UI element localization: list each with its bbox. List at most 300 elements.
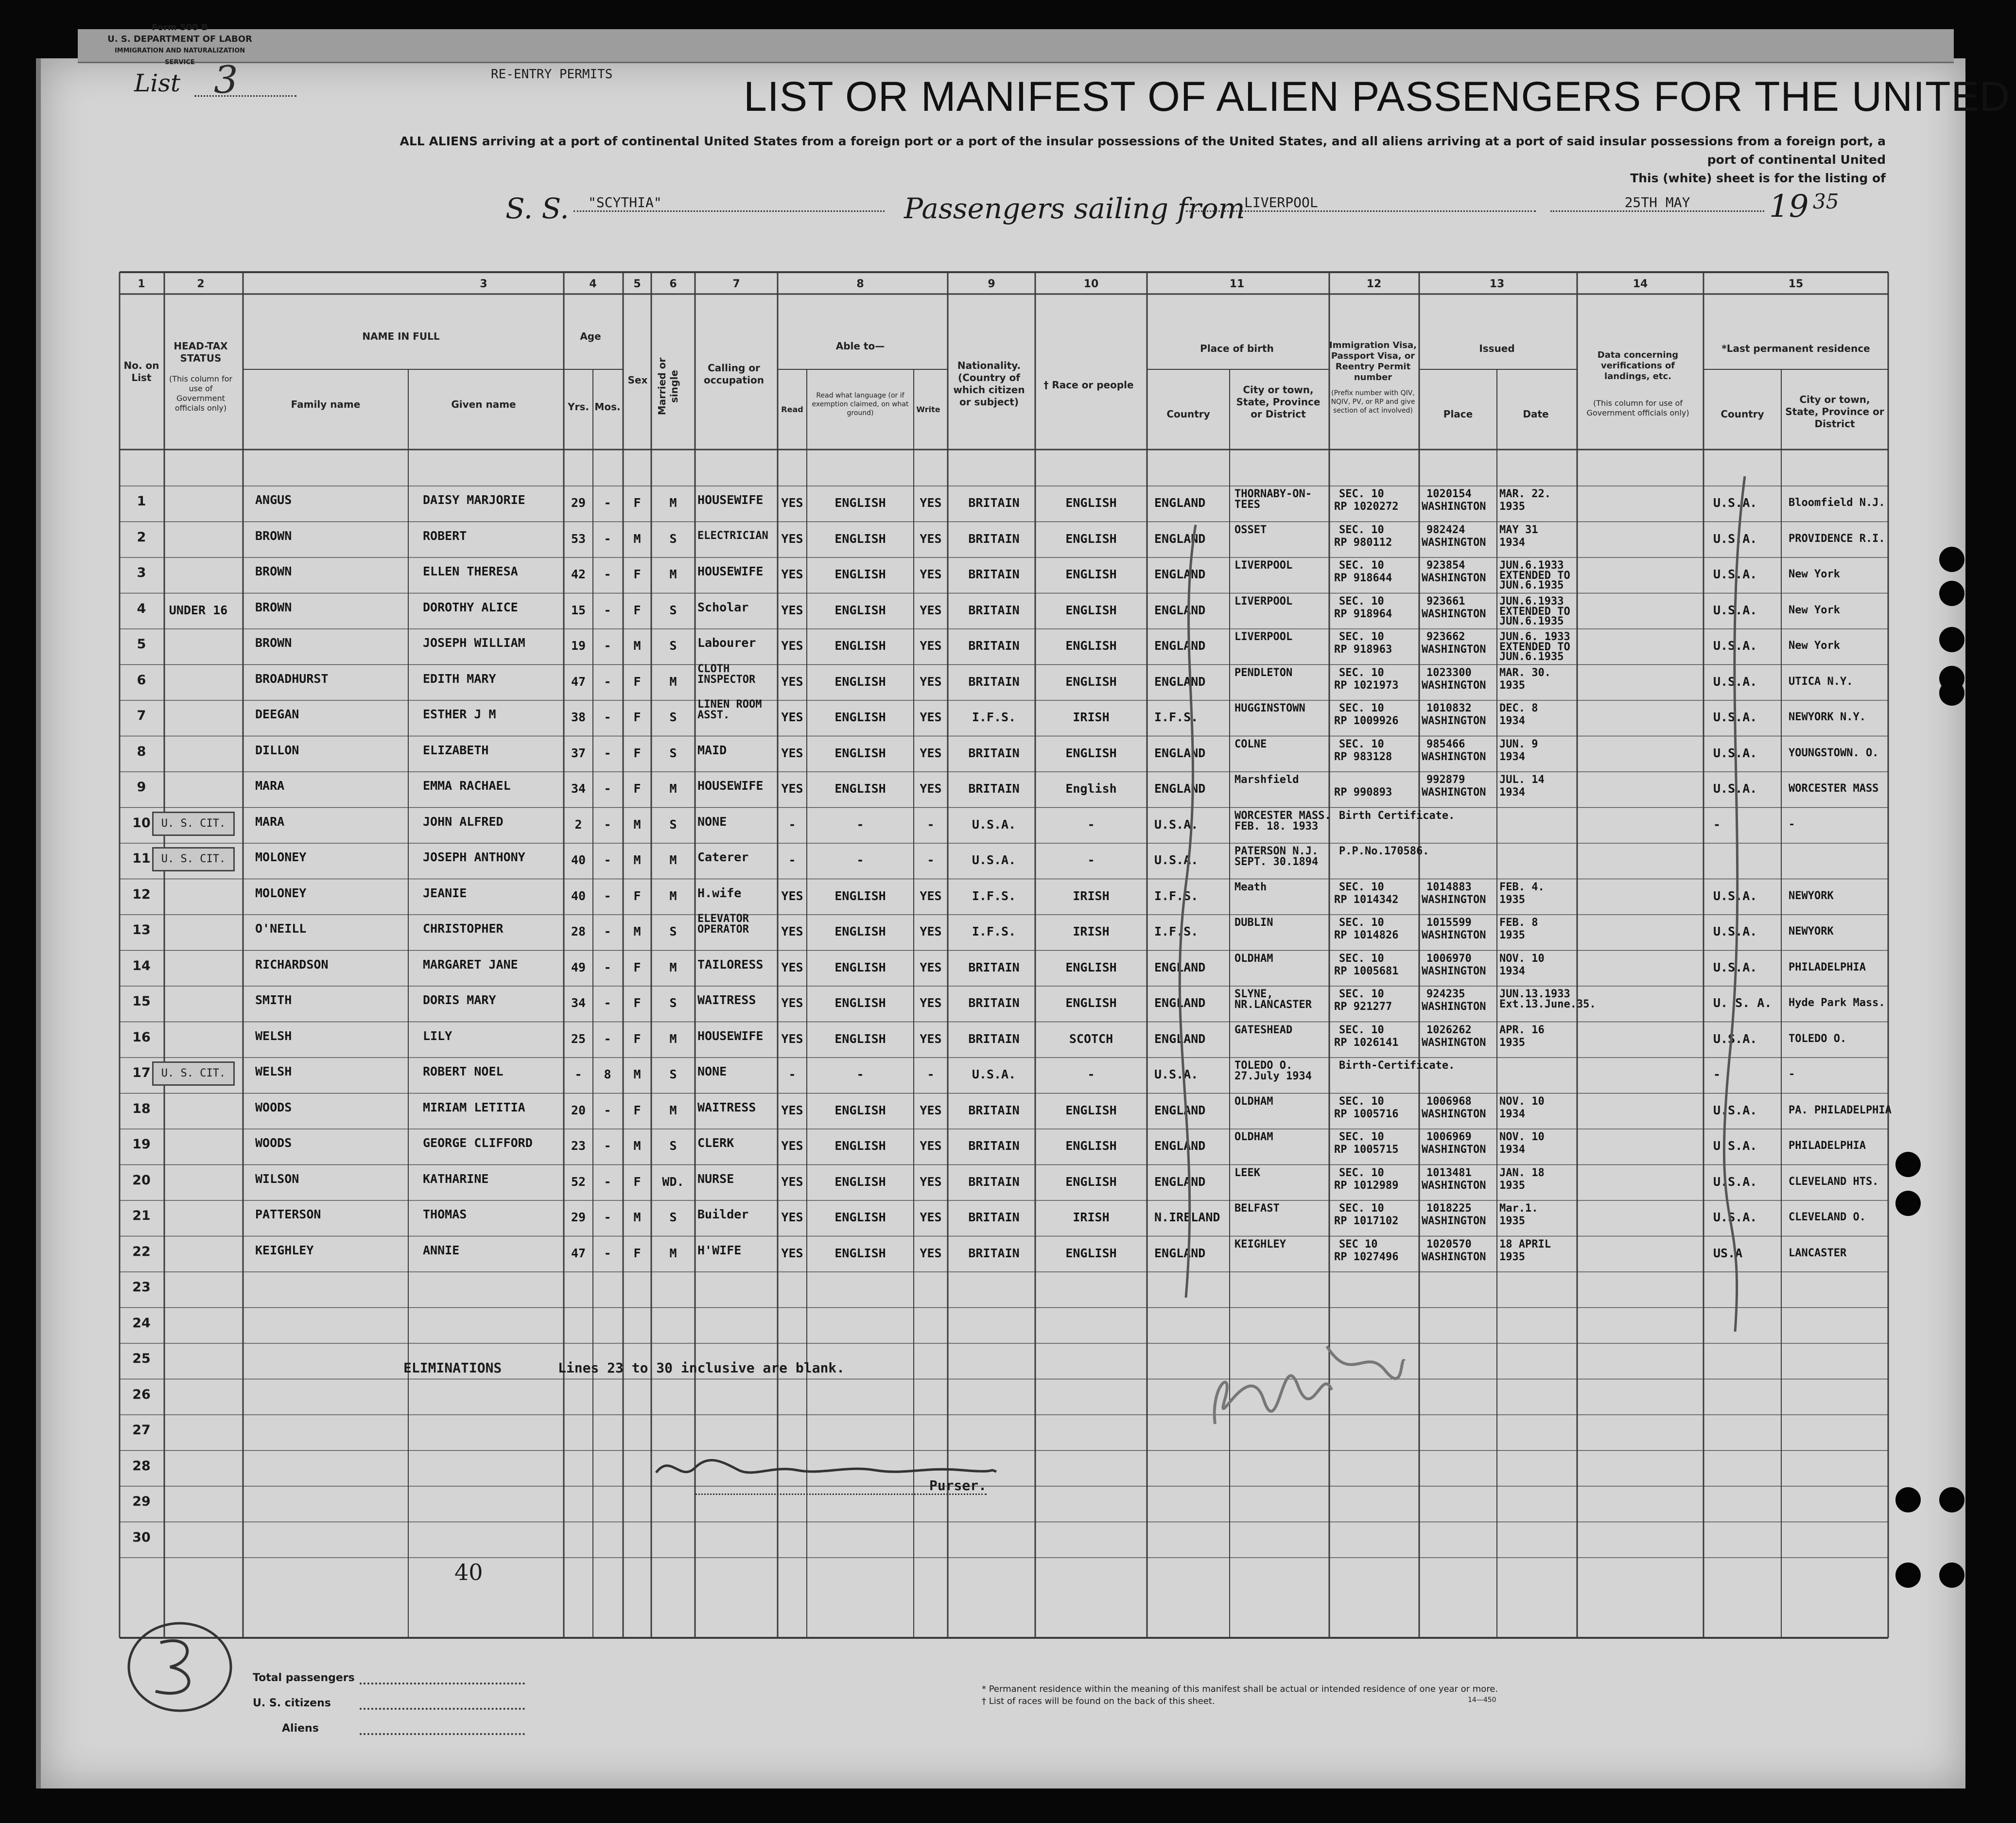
circled-number-icon xyxy=(126,1618,253,1716)
birth-city: LEEK xyxy=(1234,1166,1260,1179)
family-name: ANGUS xyxy=(255,493,292,507)
occupation: H'WIFE xyxy=(697,1243,742,1257)
visa-line-1: SEC. 10 xyxy=(1339,595,1384,608)
visa-line-2: RP 918644 xyxy=(1334,572,1392,584)
sex: F xyxy=(633,1103,641,1117)
residence-city: NEWYORK xyxy=(1789,889,1834,902)
sex: F xyxy=(633,996,641,1010)
age-months: - xyxy=(604,674,611,689)
visa-line-1: SEC 10 xyxy=(1339,1238,1378,1250)
header-no-on-list: No. on List xyxy=(123,360,159,383)
sex: F xyxy=(633,496,641,510)
can-read: - xyxy=(788,817,796,832)
issued-date-line-1: MAY 31 xyxy=(1499,523,1538,536)
issued-place: WASHINGTON xyxy=(1422,893,1486,906)
header-calling: Calling or occupation xyxy=(704,362,764,386)
age-months: - xyxy=(604,1139,611,1153)
issued-date-line-2: EXTENDED TO JUN.6.1935 xyxy=(1499,605,1570,627)
sex: F xyxy=(633,781,641,796)
birth-country: U.S.A. xyxy=(1154,1067,1199,1081)
residence-city: PHILADELPHIA xyxy=(1789,1140,1866,1152)
residence-city: PA. PHILADELPHIA xyxy=(1789,1104,1892,1116)
residence-city: UTICA N.Y. xyxy=(1789,675,1853,688)
birth-country: ENGLAND xyxy=(1154,1031,1206,1046)
issued-place: WASHINGTON xyxy=(1422,1108,1486,1120)
column-number: 7 xyxy=(732,278,740,290)
race: IRISH xyxy=(1073,1210,1110,1224)
residence-city: New York xyxy=(1789,604,1840,616)
can-write: YES xyxy=(920,781,942,796)
nationality: BRITAIN xyxy=(968,1246,1020,1260)
sex: F xyxy=(633,1246,641,1260)
nationality: BRITAIN xyxy=(968,1174,1020,1189)
nationality: BRITAIN xyxy=(968,531,1020,546)
can-read: YES xyxy=(781,496,803,510)
header-last-residence: *Last permanent residence xyxy=(1721,343,1870,354)
row-number: 7 xyxy=(137,708,146,723)
given-name: JOHN ALFRED xyxy=(423,814,504,829)
visa-line-2: RP 1005681 xyxy=(1334,965,1399,977)
header-place-of-birth: Place of birth xyxy=(1200,343,1274,354)
nationality: I.F.S. xyxy=(972,924,1016,938)
visa-line-1: SEC. 10 xyxy=(1339,1166,1384,1179)
visa-line-2: RP 1027496 xyxy=(1334,1250,1399,1263)
can-write: YES xyxy=(920,674,942,689)
issued-date-line-1: JUN. 9 xyxy=(1499,738,1538,750)
header-birth-country: Country xyxy=(1166,408,1210,420)
family-name: WELSH xyxy=(255,1064,292,1078)
race: ENGLISH xyxy=(1065,603,1117,617)
issued-date-line-2: 1935 xyxy=(1499,893,1525,906)
can-read: YES xyxy=(781,1139,803,1153)
visa-line-2: RP 921277 xyxy=(1334,1001,1392,1013)
visa-line-2: RP 918964 xyxy=(1334,608,1392,620)
sex: F xyxy=(633,710,641,724)
age-years: 37 xyxy=(571,746,586,760)
age-years: 19 xyxy=(571,639,586,653)
residence-city: PHILADELPHIA xyxy=(1789,961,1866,973)
issued-date-line-1: APR. 16 xyxy=(1499,1024,1545,1036)
sex: F xyxy=(633,603,641,617)
row-number: 30 xyxy=(132,1529,151,1545)
row-number: 14 xyxy=(132,958,151,973)
read-language: ENGLISH xyxy=(834,531,886,546)
visa-line-2: RP 990893 xyxy=(1334,786,1392,799)
marital-status: S xyxy=(669,639,677,653)
residence-country: - xyxy=(1713,1067,1721,1081)
birth-city: OLDHAM xyxy=(1234,1095,1273,1108)
race: ENGLISH xyxy=(1065,960,1117,974)
can-read: YES xyxy=(781,746,803,760)
marital-status: S xyxy=(669,924,677,938)
age-months: - xyxy=(604,639,611,653)
birth-city: SLYNE, NR.LANCASTER xyxy=(1234,988,1312,1011)
birth-city: PENDLETON xyxy=(1234,666,1293,679)
family-name: WOODS xyxy=(255,1100,292,1114)
row-number: 28 xyxy=(132,1458,151,1474)
residence-country: U.S.A. xyxy=(1713,924,1757,938)
occupation: WAITRESS xyxy=(697,993,756,1007)
given-name: ROBERT xyxy=(423,528,467,543)
visa-line-1: SEC. 10 xyxy=(1339,1202,1384,1215)
issued-date-line-2: 1934 xyxy=(1499,1108,1525,1120)
given-name: JOSEPH WILLIAM xyxy=(423,636,525,650)
age-months: - xyxy=(604,531,611,546)
read-language: ENGLISH xyxy=(834,603,886,617)
head-tax-status: UNDER 16 xyxy=(169,603,228,617)
age-years: 40 xyxy=(571,888,586,903)
page-title: LIST OR MANIFEST OF ALIEN PASSENGERS FOR THE UNITED xyxy=(744,73,2011,120)
row-number: 1 xyxy=(137,494,146,509)
subtitle-line-1: ALL ALIENS arriving at a port of continental United States from a foreign port or a port of the insular possessions of the United States, and all aliens arriving at a port of said insular possessions from a foreign port, a port of continental United xyxy=(400,134,1886,167)
age-years: 40 xyxy=(571,853,586,867)
residence-city: NEWYORK xyxy=(1789,925,1834,938)
marital-status: M xyxy=(669,853,677,867)
sex: F xyxy=(633,567,641,581)
read-language: ENGLISH xyxy=(834,639,886,653)
issued-place-number: 1015599 xyxy=(1426,917,1472,929)
family-name: RICHARDSON xyxy=(255,957,329,972)
issued-place: WASHINGTON xyxy=(1422,501,1486,513)
age-years: 38 xyxy=(571,710,586,724)
column-number: 14 xyxy=(1633,278,1648,290)
can-read: YES xyxy=(781,603,803,617)
read-language: ENGLISH xyxy=(834,924,886,938)
visa-line-2: RP 980112 xyxy=(1334,536,1392,549)
issued-place: WASHINGTON xyxy=(1422,572,1486,584)
can-write: YES xyxy=(920,888,942,903)
occupation: HOUSEWIFE xyxy=(697,493,764,507)
birth-country: ENGLAND xyxy=(1154,567,1206,581)
race: ENGLISH xyxy=(1065,567,1117,581)
marital-status: M xyxy=(669,888,677,903)
header-age: Age xyxy=(580,330,601,342)
read-language: ENGLISH xyxy=(834,567,886,581)
issued-date-line-1: Mar.1. xyxy=(1499,1202,1538,1215)
can-read: - xyxy=(788,1067,796,1081)
read-language: ENGLISH xyxy=(834,1210,886,1224)
age-months: - xyxy=(604,853,611,867)
form-code: 14—450 xyxy=(1468,1696,1496,1704)
column-number: 9 xyxy=(988,278,995,290)
age-years: 2 xyxy=(574,817,582,832)
birth-country: U.S.A. xyxy=(1154,853,1199,867)
can-write: YES xyxy=(920,639,942,653)
page-count: 40 xyxy=(454,1559,483,1585)
issued-place: WASHINGTON xyxy=(1422,715,1486,727)
can-read: YES xyxy=(781,1210,803,1224)
given-name: EDITH MARY xyxy=(423,671,496,686)
age-months: - xyxy=(604,1246,611,1260)
issued-date-line-1: 18 APRIL xyxy=(1499,1238,1551,1250)
visa-line-1: SEC. 10 xyxy=(1339,1024,1384,1036)
issued-date-line-2: 1935 xyxy=(1499,1215,1525,1227)
age-months: - xyxy=(604,710,611,724)
age-months: - xyxy=(604,603,611,617)
family-name: BROADHURST xyxy=(255,671,329,686)
birth-country: ENGLAND xyxy=(1154,1174,1206,1189)
birth-country: ENGLAND xyxy=(1154,1103,1206,1117)
race: ENGLISH xyxy=(1065,1246,1117,1260)
sex: M xyxy=(633,1067,641,1081)
nationality: BRITAIN xyxy=(968,996,1020,1010)
sex: M xyxy=(633,817,641,832)
column-number: 8 xyxy=(856,278,864,290)
sex: F xyxy=(633,674,641,689)
family-name: WELSH xyxy=(255,1028,292,1043)
issued-place-number: 1006969 xyxy=(1426,1131,1472,1143)
issued-place: WASHINGTON xyxy=(1422,1250,1486,1263)
visa-line-2: RP 1012989 xyxy=(1334,1179,1399,1192)
visa-line-2: RP 1017102 xyxy=(1334,1215,1399,1227)
birth-country: ENGLAND xyxy=(1154,996,1206,1010)
purser-signature-icon xyxy=(651,1453,1001,1482)
issued-place: WASHINGTON xyxy=(1422,643,1486,656)
nationality: BRITAIN xyxy=(968,960,1020,974)
marital-status: M xyxy=(669,567,677,581)
race: ENGLISH xyxy=(1065,674,1117,689)
can-read: YES xyxy=(781,567,803,581)
sex: F xyxy=(633,1031,641,1046)
header-able-to: Able to— xyxy=(835,340,885,352)
residence-city: New York xyxy=(1789,568,1840,580)
residence-country: US.A xyxy=(1713,1246,1743,1260)
visa-line-1: SEC. 10 xyxy=(1339,952,1384,965)
row-number: 8 xyxy=(137,744,146,759)
age-months: - xyxy=(604,781,611,796)
visa-line-1: SEC. 10 xyxy=(1339,559,1384,572)
residence-country: U.S.A. xyxy=(1713,781,1757,796)
residence-country: U.S.A. xyxy=(1713,710,1757,724)
column-number: 1 xyxy=(138,278,145,290)
header-nationality: Nationality. (Country of which citizen or subject) xyxy=(953,360,1025,408)
birth-country: ENGLAND xyxy=(1154,1139,1206,1153)
residence-city: CLEVELAND O. xyxy=(1789,1211,1866,1223)
nationality: BRITAIN xyxy=(968,567,1020,581)
issued-date-line-2: 1934 xyxy=(1499,965,1525,977)
issued-place-number: 924235 xyxy=(1426,988,1465,1000)
row-number: 12 xyxy=(132,886,151,902)
issued-place-number: 1023300 xyxy=(1426,666,1472,679)
row-number: 4 xyxy=(137,601,146,616)
header-issued-place: Place xyxy=(1443,408,1473,420)
given-name: ELIZABETH xyxy=(423,743,489,757)
issued-place: WASHINGTON xyxy=(1422,679,1486,692)
issued-place: WASHINGTON xyxy=(1422,1036,1486,1049)
residence-city: New York xyxy=(1789,640,1840,652)
residence-country: U.S.A. xyxy=(1713,888,1757,903)
issued-place-number: 985466 xyxy=(1426,738,1465,750)
residence-country: U.S.A. xyxy=(1713,603,1757,617)
nationality: U.S.A. xyxy=(972,853,1016,867)
form-number: Form 500 B xyxy=(152,22,208,33)
given-name: ANNIE xyxy=(423,1243,460,1257)
occupation: HOUSEWIFE xyxy=(697,564,764,578)
age-years: 34 xyxy=(571,996,586,1010)
row-number: 15 xyxy=(132,994,151,1009)
can-read: - xyxy=(788,853,796,867)
visa-line-1: SEC. 10 xyxy=(1339,881,1384,893)
can-write: - xyxy=(927,817,935,832)
age-years: 23 xyxy=(571,1139,586,1153)
birth-country: ENGLAND xyxy=(1154,746,1206,760)
header-verifications-note: (This column for use of Government officials only) xyxy=(1586,399,1689,417)
issued-date-line-1: NOV. 10 xyxy=(1499,952,1545,965)
age-years: 42 xyxy=(571,567,586,581)
read-language: ENGLISH xyxy=(834,1174,886,1189)
nationality: BRITAIN xyxy=(968,639,1020,653)
family-name: MOLONEY xyxy=(255,850,307,864)
can-read: YES xyxy=(781,531,803,546)
nationality: BRITAIN xyxy=(968,674,1020,689)
occupation: Labourer xyxy=(697,636,756,650)
row-number: 21 xyxy=(132,1208,151,1223)
residence-country: U.S.A. xyxy=(1713,746,1757,760)
nationality: BRITAIN xyxy=(968,603,1020,617)
header-race: † Race or people xyxy=(1043,379,1134,391)
sex: F xyxy=(633,746,641,760)
age-months: - xyxy=(604,567,611,581)
race: IRISH xyxy=(1073,888,1110,903)
footnote-residence: * Permanent residence within the meaning of this manifest shall be actual or intended residence of one year or more. xyxy=(982,1684,1498,1694)
family-name: MOLONEY xyxy=(255,885,307,900)
birth-city: KEIGHLEY xyxy=(1234,1238,1286,1250)
age-months: - xyxy=(604,746,611,760)
birth-city: DUBLIN xyxy=(1234,917,1273,929)
sex: M xyxy=(633,853,641,867)
row-number: 2 xyxy=(137,529,146,545)
row-number: 18 xyxy=(132,1101,151,1116)
column-number: 10 xyxy=(1083,278,1099,290)
can-write: - xyxy=(927,853,935,867)
family-name: BROWN xyxy=(255,564,292,578)
header-mos: Mos. xyxy=(594,401,621,413)
list-number: 3 xyxy=(214,58,238,102)
occupation: TAILORESS xyxy=(697,957,764,972)
marital-status: M xyxy=(669,674,677,689)
given-name: THOMAS xyxy=(423,1207,467,1221)
issued-place: WASHINGTON xyxy=(1422,1001,1486,1013)
header-read: Read xyxy=(781,405,803,414)
can-write: YES xyxy=(920,1103,942,1117)
given-name: ROBERT NOEL xyxy=(423,1064,504,1078)
visa-line-1: SEC. 10 xyxy=(1339,1131,1384,1143)
visa-line-1: P.P.No.170586. xyxy=(1339,845,1429,857)
header-birth-city: City or town, State, Province or District xyxy=(1236,384,1321,420)
given-name: DOROTHY ALICE xyxy=(423,600,518,614)
can-read: YES xyxy=(781,674,803,689)
header-yrs: Yrs. xyxy=(568,401,589,413)
footer-aliens: Aliens xyxy=(282,1722,319,1735)
can-write: YES xyxy=(920,710,942,724)
issued-place: WASHINGTON xyxy=(1422,750,1486,763)
occupation: Scholar xyxy=(697,600,749,614)
family-name: DILLON xyxy=(255,743,299,757)
birth-city: PATERSON N.J. SEPT. 30.1894 xyxy=(1234,845,1319,868)
issued-date-line-2: 1934 xyxy=(1499,1144,1525,1156)
given-name: MIRIAM LETITIA xyxy=(423,1100,525,1114)
age-months: - xyxy=(604,924,611,938)
can-read: YES xyxy=(781,710,803,724)
row-number: 9 xyxy=(137,780,146,795)
birth-city: Marshfield xyxy=(1234,774,1299,786)
header-sex: Sex xyxy=(627,374,648,386)
visa-line-2: RP 1009926 xyxy=(1334,715,1399,727)
occupation: NURSE xyxy=(697,1171,734,1186)
department: U. S. DEPARTMENT OF LABOR xyxy=(107,34,252,44)
family-name: BROWN xyxy=(255,600,292,614)
birth-city: TOLEDO O. 27.July 1934 xyxy=(1234,1059,1312,1082)
sex: F xyxy=(633,888,641,903)
marital-status: M xyxy=(669,960,677,974)
residence-country: U.S.A. xyxy=(1713,1174,1757,1189)
visa-line-1: SEC. 10 xyxy=(1339,523,1384,536)
footer-total-passengers-line xyxy=(360,1683,525,1684)
nationality: U.S.A. xyxy=(972,817,1016,832)
race: ENGLISH xyxy=(1065,1174,1117,1189)
us-citizen-stamp: U. S. CIT. xyxy=(152,1061,235,1086)
row-number: 23 xyxy=(132,1280,151,1295)
can-read: YES xyxy=(781,1103,803,1117)
visa-line-2: RP 1026141 xyxy=(1334,1036,1399,1049)
family-name: WILSON xyxy=(255,1171,299,1186)
family-name: SMITH xyxy=(255,993,292,1007)
header-visa: Immigration Visa, Passport Visa, or Reentry Permit number xyxy=(1329,340,1417,382)
marital-status: M xyxy=(669,1103,677,1117)
issued-place-number: 982424 xyxy=(1426,523,1465,536)
age-months: - xyxy=(604,1174,611,1189)
issued-date-line-2: 1934 xyxy=(1499,750,1525,763)
nationality: BRITAIN xyxy=(968,1210,1020,1224)
eliminations-note: Lines 23 to 30 inclusive are blank. xyxy=(558,1360,845,1376)
sex: M xyxy=(633,639,641,653)
occupation: MAID xyxy=(697,743,727,757)
occupation: ELECTRICIAN xyxy=(697,529,768,542)
marital-status: S xyxy=(669,1139,677,1153)
age-years: 49 xyxy=(571,960,586,974)
age-months: - xyxy=(604,1031,611,1046)
given-name: MARGARET JANE xyxy=(423,957,518,972)
race: - xyxy=(1087,1067,1095,1081)
age-months: 8 xyxy=(604,1067,611,1081)
issued-date-line-1: FEB. 8 xyxy=(1499,917,1538,929)
race: ENGLISH xyxy=(1065,496,1117,510)
occupation: HOUSEWIFE xyxy=(697,779,764,793)
read-language: ENGLISH xyxy=(834,960,886,974)
header-verifications: Data concerning verifications of landings, etc. xyxy=(1597,350,1679,382)
age-years: 29 xyxy=(571,1210,586,1224)
age-years: 47 xyxy=(571,1246,586,1260)
marital-status: M xyxy=(669,1031,677,1046)
can-read: YES xyxy=(781,996,803,1010)
nationality: I.F.S. xyxy=(972,888,1016,903)
header-res-city: City or town, State, Province or District xyxy=(1785,394,1884,430)
visa-line-2: RP 1021973 xyxy=(1334,679,1399,692)
marital-status: WD. xyxy=(662,1174,684,1189)
can-write: YES xyxy=(920,603,942,617)
can-write: YES xyxy=(920,531,942,546)
can-read: YES xyxy=(781,960,803,974)
read-language: ENGLISH xyxy=(834,996,886,1010)
birth-city: THORNABY-ON-TEES xyxy=(1234,488,1312,511)
residence-country: U.S.A. xyxy=(1713,1139,1757,1153)
issued-date-line-2: 1935 xyxy=(1499,1250,1525,1263)
row-number: 26 xyxy=(132,1387,151,1402)
read-language: ENGLISH xyxy=(834,1139,886,1153)
birth-country: I.F.S. xyxy=(1154,924,1199,938)
row-number: 3 xyxy=(137,565,146,580)
row-number: 20 xyxy=(132,1172,151,1188)
